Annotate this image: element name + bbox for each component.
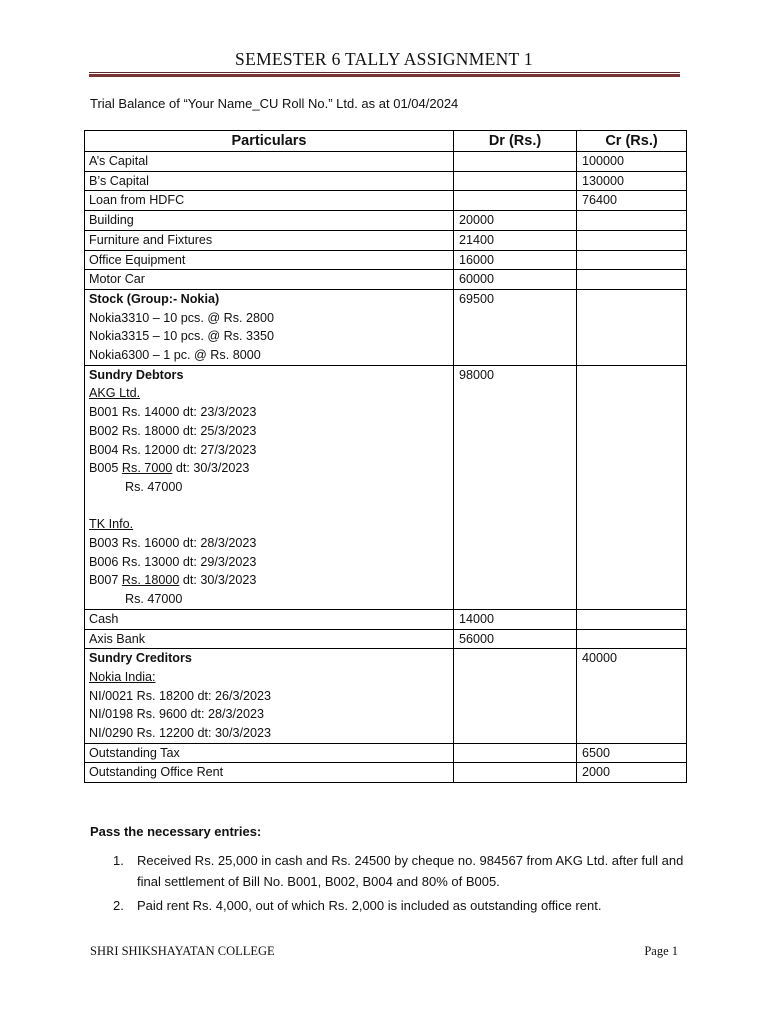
stock-item: Nokia6300 – 1 pc. @ Rs. 8000	[89, 348, 261, 363]
table-row	[85, 763, 687, 783]
cr-cell	[577, 211, 687, 231]
cr-cell	[577, 609, 687, 629]
dr-cell	[454, 649, 577, 744]
particular-cell: Building	[85, 211, 454, 231]
list-number: 2.	[113, 898, 124, 913]
cr-cell	[577, 629, 687, 649]
table-row	[85, 191, 687, 211]
table-row	[85, 152, 687, 172]
dr-cell: 16000	[454, 250, 577, 270]
dr-cell: 69500	[454, 289, 577, 365]
cr-cell	[577, 230, 687, 250]
cr-cell: 130000	[577, 171, 687, 191]
cr-cell	[577, 270, 687, 290]
stock-item: Nokia3310 – 10 pcs. @ Rs. 2800	[89, 310, 275, 325]
footer-rule	[89, 936, 680, 937]
trial-balance-subtitle: Trial Balance of “Your Name_CU Roll No.” Ltd. as at 01/04/2024	[90, 96, 459, 111]
cr-cell: 2000	[577, 763, 687, 783]
debtors-label: Sundry Debtors	[89, 367, 184, 382]
dr-cell	[454, 743, 577, 763]
particular-cell: Loan from HDFC	[85, 191, 454, 211]
bill-line: B007 Rs. 18000 dt: 30/3/2023	[89, 573, 257, 588]
table-row-stock	[85, 289, 687, 365]
table-row	[85, 171, 687, 191]
dr-cell: 14000	[454, 609, 577, 629]
dr-cell: 60000	[454, 270, 577, 290]
table-header-row	[85, 131, 687, 152]
bill-line: B005 Rs. 7000 dt: 30/3/2023	[89, 461, 250, 476]
debtor-party-tk: TK Info.	[89, 517, 134, 532]
debtor-total-akg: Rs. 47000	[125, 479, 183, 494]
particular-cell: Furniture and Fixtures	[85, 230, 454, 250]
list-item	[90, 850, 690, 892]
bill-line: B003 Rs. 16000 dt: 28/3/2023	[89, 536, 257, 551]
cr-cell: 6500	[577, 743, 687, 763]
table-row-debtors	[85, 365, 687, 609]
bill-line: B006 Rs. 13000 dt: 29/3/2023	[89, 554, 257, 569]
cr-cell	[577, 250, 687, 270]
bill-line: B002 Rs. 18000 dt: 25/3/2023	[89, 423, 257, 438]
bill-line: B004 Rs. 12000 dt: 27/3/2023	[89, 442, 257, 457]
particular-cell: Cash	[85, 609, 454, 629]
dr-cell: 20000	[454, 211, 577, 231]
particular-cell: A’s Capital	[85, 152, 454, 172]
entries-list	[90, 850, 690, 919]
instructions-heading: Pass the necessary entries:	[90, 824, 262, 839]
cr-cell: 76400	[577, 191, 687, 211]
dr-cell: 98000	[454, 365, 577, 609]
debtor-total-tk: Rs. 47000	[125, 592, 183, 607]
stock-item: Nokia3315 – 10 pcs. @ Rs. 3350	[89, 329, 275, 344]
list-text: Received Rs. 25,000 in cash and Rs. 24500 by cheque no. 984567 from AKG Ltd. after full and final settlement of Bill No. B001, B002, B004 and 80% of B005.	[137, 853, 684, 889]
table-row-creditors	[85, 649, 687, 744]
particular-cell: Motor Car	[85, 270, 454, 290]
creditors-label: Sundry Creditors	[89, 651, 192, 666]
list-text: Paid rent Rs. 4,000, out of which Rs. 2,000 is included as outstanding office rent.	[137, 898, 602, 913]
bill-line: NI/0021 Rs. 18200 dt: 26/3/2023	[89, 688, 272, 703]
table-row	[85, 270, 687, 290]
header-rule	[89, 72, 680, 77]
debtor-party-akg: AKG Ltd.	[89, 386, 141, 401]
stock-group-label: Stock (Group:- Nokia)	[89, 291, 220, 306]
particular-cell: B’s Capital	[85, 171, 454, 191]
particular-cell: Axis Bank	[85, 629, 454, 649]
header-dr: Dr (Rs.)	[454, 131, 577, 152]
creditor-party: Nokia India:	[89, 669, 156, 684]
particular-cell	[85, 289, 454, 365]
page-title: SEMESTER 6 TALLY ASSIGNMENT 1	[235, 49, 533, 69]
cr-cell	[577, 289, 687, 365]
particular-cell: Outstanding Office Rent	[85, 763, 454, 783]
footer-college: SHRI SHIKSHAYATAN COLLEGE	[90, 944, 275, 958]
dr-cell: 56000	[454, 629, 577, 649]
dr-cell	[454, 171, 577, 191]
particular-cell: Office Equipment	[85, 250, 454, 270]
particular-cell: Outstanding Tax	[85, 743, 454, 763]
bill-line: NI/0198 Rs. 9600 dt: 28/3/2023	[89, 707, 265, 722]
particular-cell	[85, 649, 454, 744]
cr-cell	[577, 365, 687, 609]
header-particulars: Particulars	[85, 131, 454, 152]
dr-cell	[454, 763, 577, 783]
trial-balance-table	[84, 130, 687, 783]
dr-cell	[454, 152, 577, 172]
bill-line: B001 Rs. 14000 dt: 23/3/2023	[89, 405, 257, 420]
table-row	[85, 250, 687, 270]
particular-cell	[85, 365, 454, 609]
table-row	[85, 211, 687, 231]
table-row	[85, 629, 687, 649]
dr-cell: 21400	[454, 230, 577, 250]
header-cr: Cr (Rs.)	[577, 131, 687, 152]
table-row	[85, 609, 687, 629]
dr-cell	[454, 191, 577, 211]
list-item	[90, 895, 690, 916]
table-row	[85, 230, 687, 250]
cr-cell: 100000	[577, 152, 687, 172]
cr-cell: 40000	[577, 649, 687, 744]
bill-line: NI/0290 Rs. 12200 dt: 30/3/2023	[89, 726, 272, 741]
table-row	[85, 743, 687, 763]
list-number: 1.	[113, 853, 124, 868]
footer-page-number: Page 1	[644, 944, 678, 958]
